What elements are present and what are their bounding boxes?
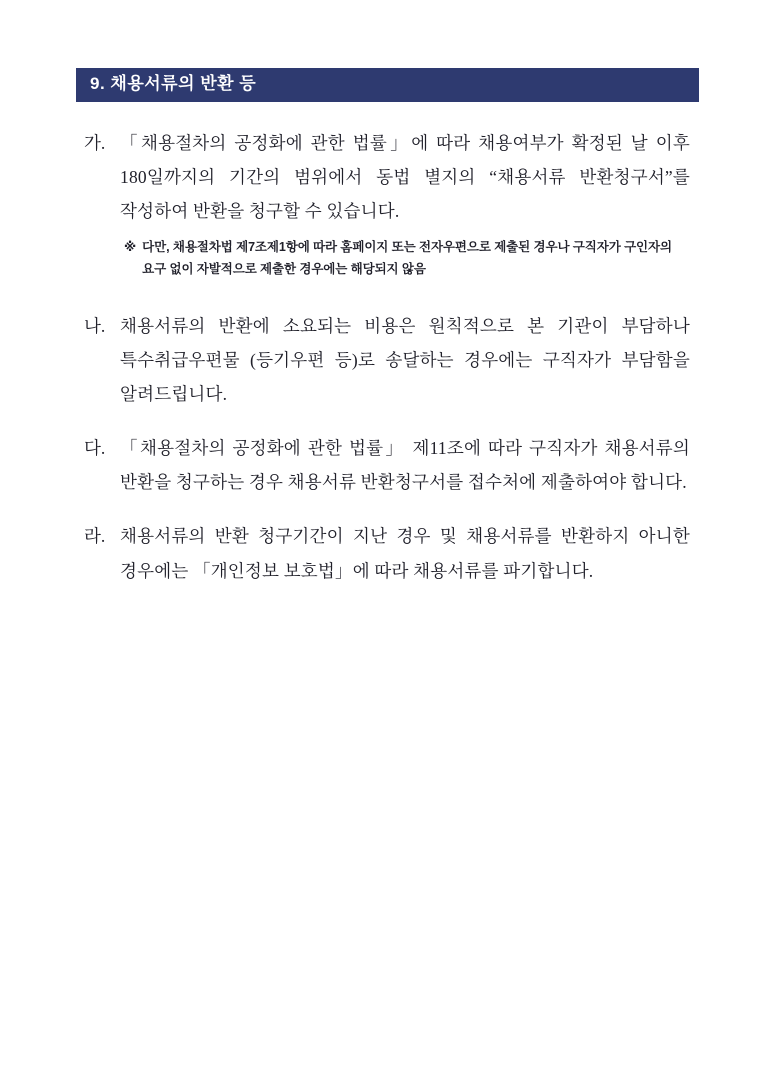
list-item-text: 「채용절차의 공정화에 관한 법률」에 따라 채용여부가 확정된 날 이후 180일까지의 기간의 범위에서 동법 별지의 “채용서류 반환청구서”를 작성하여 반환을 청구할 수 있습니다. <box>120 132 690 221</box>
list-item-text: 「채용절차의 공정화에 관한 법률」 제11조에 따라 구직자가 채용서류의 반환을 청구하는 경우 채용서류 반환청구서를 접수처에 제출하여야 합니다. <box>120 438 690 493</box>
list-item-text: 채용서류의 반환에 소요되는 비용은 원칙적으로 본 기관이 부담하나 특수취급우편물 (등기우편 등)로 송달하는 경우에는 구직자가 부담함을 알려드립니다. <box>120 315 690 405</box>
section-heading: 9. 채용서류의 반환 등 <box>76 68 699 102</box>
reference-mark-icon: ※ <box>124 240 137 255</box>
list-item-body <box>120 309 690 411</box>
list-item <box>80 309 690 411</box>
list-item-marker: 나. <box>84 315 106 336</box>
list-item-note <box>124 237 690 281</box>
list-item-body <box>120 126 690 283</box>
list-item <box>80 431 690 499</box>
section-body <box>62 126 706 588</box>
list-item-marker: 가. <box>84 132 106 153</box>
list-item-marker: 라. <box>84 526 106 547</box>
list-item <box>80 519 690 587</box>
list-item-text: 채용서류의 반환 청구기간이 지난 경우 및 채용서류를 반환하지 아니한 경우에는 「개인정보 보호법」에 따라 채용서류를 파기합니다. <box>120 526 690 581</box>
list-item-body <box>120 431 690 499</box>
list-item-marker: 다. <box>84 438 106 459</box>
list-item <box>80 126 690 283</box>
list-item-body <box>120 519 690 587</box>
note-text: 다만, 채용절차법 제7조제1항에 따라 홈페이지 또는 전자우편으로 제출된 경우나 구직자가 구인자의 요구 없이 자발적으로 제출한 경우에는 해당되지 않음 <box>142 240 672 276</box>
